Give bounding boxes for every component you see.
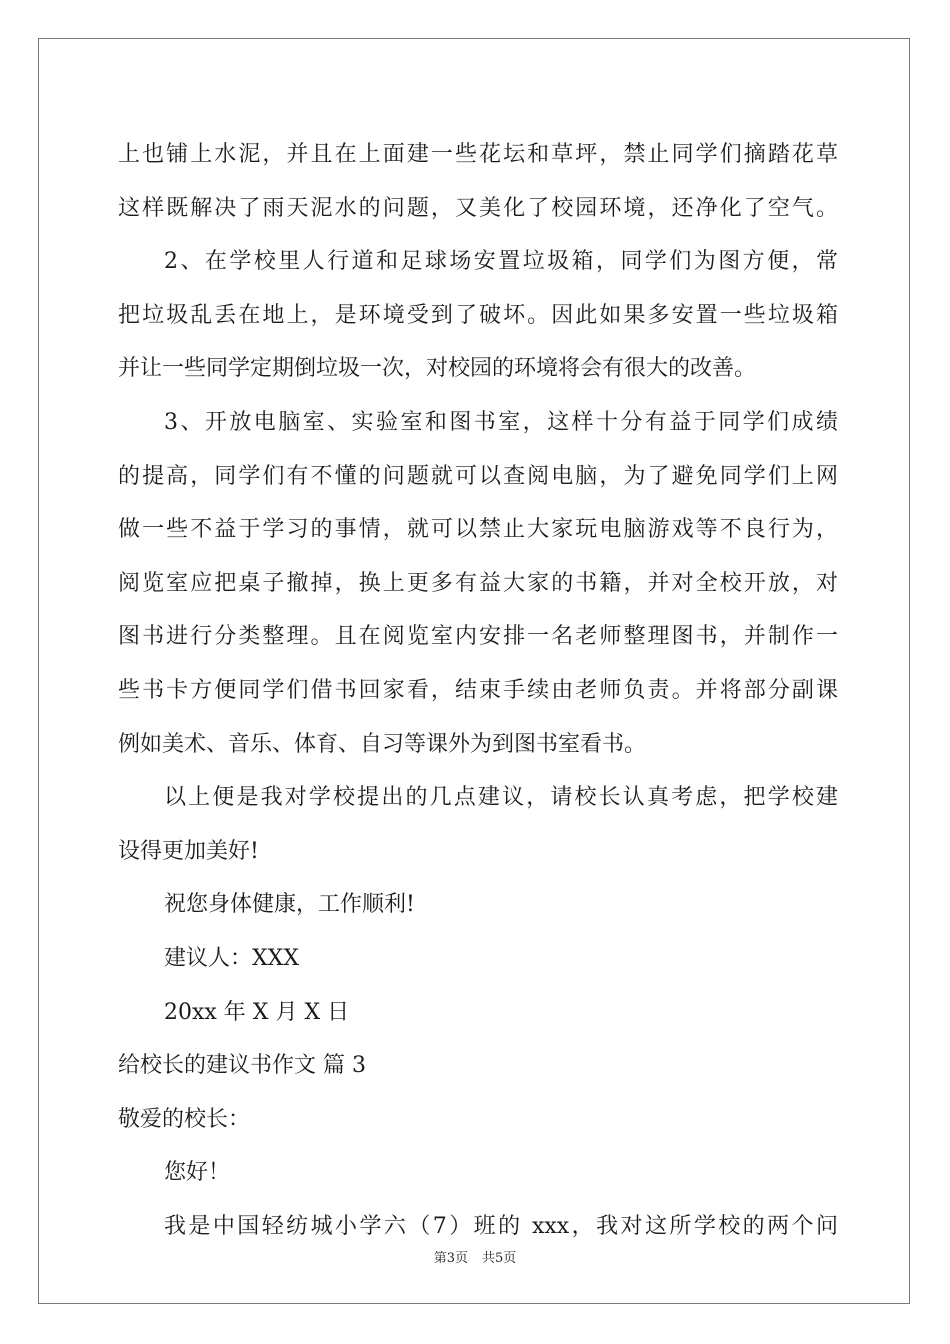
text-line: 例如美术、音乐、体育、自习等课外为到图书室看书。 [118,731,647,757]
text-line: 图书进行分类整理。且在阅览室内安排一名老师整理图书，并制作一 [118,624,838,650]
text-line: 设得更加美好! [118,838,259,864]
text-line: 些书卡方便同学们借书回家看，结束手续由老师负责。并将部分副课 [118,677,838,703]
text-line: 2、在学校里人行道和足球场安置垃圾箱，同学们为图方便，常 [164,249,838,275]
text-line: 以上便是我对学校提出的几点建议，请校长认真考虑，把学校建 [164,785,838,811]
page-total: 共5页 [482,1251,517,1266]
text-line: 祝您身体健康，工作顺利! [164,892,415,918]
document-body [118,128,838,1253]
salutation: 敬爱的校长： [118,1106,251,1132]
text-line: 我是中国轻纺城小学六（7）班的 xxx，我对这所学校的两个问 [164,1213,838,1239]
page-number: 第3页 [433,1251,468,1266]
text-line: 阅览室应把桌子撤掉，换上更多有益大家的书籍，并对全校开放，对 [118,570,838,596]
date-line: 20xx 年 X 月 X 日 [164,999,350,1025]
text-line: 做一些不益于学习的事情，就可以禁止大家玩电脑游戏等不良行为， [118,517,838,543]
page-footer [0,1247,950,1266]
text-line: 这样既解决了雨天泥水的问题，又美化了校园环境，还净化了空气。 [118,195,838,221]
text-line: 上也铺上水泥，并且在上面建一些花坛和草坪，禁止同学们摘踏花草 [118,142,838,167]
text-line: 的提高，同学们有不懂的问题就可以查阅电脑，为了避免同学们上网 [118,463,838,489]
text-line: 3、开放电脑室、实验室和图书室，这样十分有益于同学们成绩 [164,409,838,435]
text-line: 并让一些同学定期倒垃圾一次，对校园的环境将会有很大的改善。 [118,356,757,382]
greeting: 您好！ [164,1160,231,1186]
section-heading: 给校长的建议书作文 篇 3 [118,1053,366,1079]
text-line: 把垃圾乱丢在地上，是环境受到了破坏。因此如果多安置一些垃圾箱 [118,302,838,328]
signature-line: 建议人：XXX [164,945,299,971]
